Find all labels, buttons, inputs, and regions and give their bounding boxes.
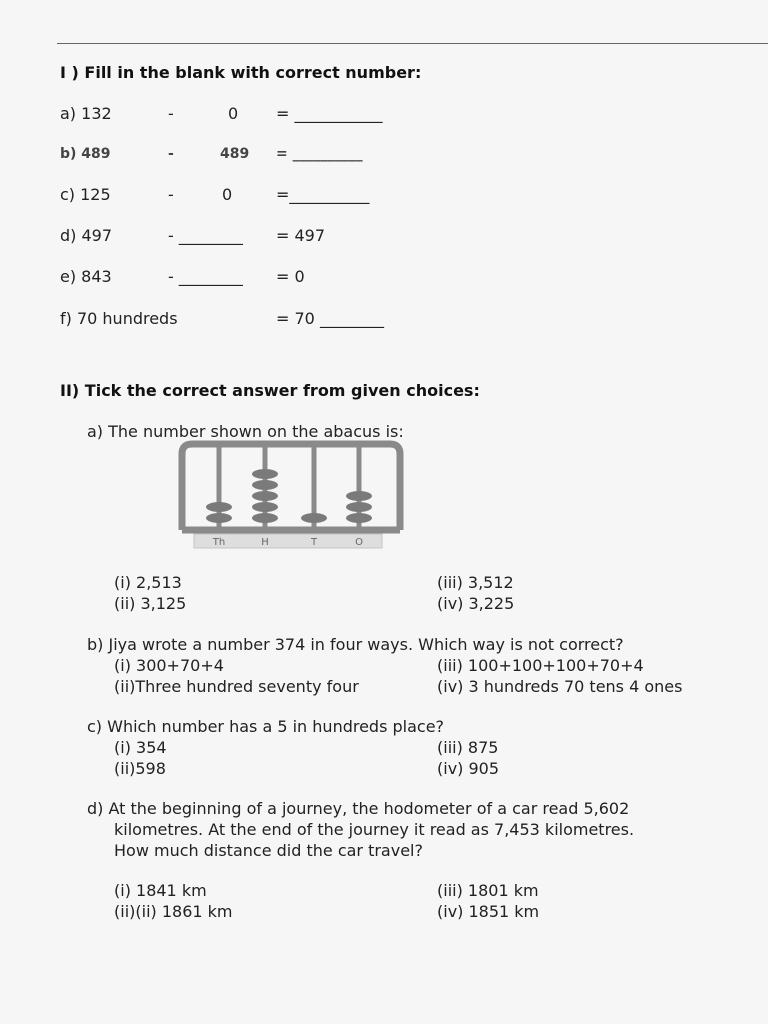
abacus-bead-h [252,469,278,479]
option-d-iii[interactable]: (iii) 1801 km [437,881,539,900]
option-b-i[interactable]: (i) 300+70+4 [114,656,224,675]
option-c-ii[interactable]: (ii)598 [114,759,166,778]
option-a-i[interactable]: (i) 2,513 [114,573,182,592]
row-operator: - [168,185,174,204]
question-b: b) Jiya wrote a number 374 in four ways. Which way is not correct? [87,635,624,654]
row-result: = 0 [276,267,305,286]
row-operator: - [168,146,174,162]
option-a-ii[interactable]: (ii) 3,125 [114,594,187,613]
abacus-bead-o [346,491,372,501]
row-result: = ___________ [276,104,383,123]
abacus-bead-h [252,491,278,501]
abacus-bead-h [252,502,278,512]
row-operator: - ________ [168,267,243,286]
abacus-label-t: T [310,537,318,548]
question-d-line2: kilometres. At the end of the journey it read as 7,453 kilometres. [114,820,635,839]
abacus-bead-th [206,513,232,523]
row-label: e) 843 [60,267,112,286]
option-d-i[interactable]: (i) 1841 km [114,881,207,900]
abacus-label-th: Th [212,537,226,548]
row-result: = __________ [276,146,363,162]
abacus-bead-t [301,513,327,523]
row-label: d) 497 [60,226,113,245]
top-rule [57,43,768,44]
question-d-line1: d) At the beginning of a journey, the hodometer of a car read 5,602 [87,799,630,818]
option-a-iii[interactable]: (iii) 3,512 [437,573,514,592]
abacus-beads [206,469,372,523]
row-operand: 0 [228,104,239,123]
abacus-bead-o [346,502,372,512]
row-result: = 70 ________ [276,309,384,328]
option-b-ii[interactable]: (ii)Three hundred seventy four [114,677,359,696]
option-b-iv[interactable]: (iv) 3 hundreds 70 tens 4 ones [437,677,683,696]
option-c-iii[interactable]: (iii) 875 [437,738,499,757]
option-c-i[interactable]: (i) 354 [114,738,167,757]
section1-heading: I ) Fill in the blank with correct number: [60,63,422,82]
option-d-iv[interactable]: (iv) 1851 km [437,902,540,921]
row-operator: - ________ [168,226,243,245]
row-label: a) 132 [60,104,112,123]
abacus-bead-h [252,480,278,490]
question-d-line3: How much distance did the car travel? [114,841,423,860]
question-a: a) The number shown on the abacus is: [87,422,404,441]
abacus-illustration [176,440,408,552]
question-c: c) Which number has a 5 in hundreds place? [87,717,445,736]
abacus-label-h: H [261,537,269,548]
section2-heading: II) Tick the correct answer from given choices: [60,381,480,400]
abacus-bead-h [252,513,278,523]
option-c-iv[interactable]: (iv) 905 [437,759,500,778]
abacus-bead-o [346,513,372,523]
option-b-iii[interactable]: (iii) 100+100+100+70+4 [437,656,644,675]
row-operator: - [168,104,174,123]
abacus-bead-th [206,502,232,512]
option-d-ii[interactable]: (ii)(ii) 1861 km [114,902,233,921]
row-result: = 497 [276,226,326,245]
row-label: c) 125 [60,185,111,204]
row-operand: 489 [220,146,250,162]
row-label: b) 489 [60,146,111,162]
abacus-label-o: O [355,537,363,548]
option-a-iv[interactable]: (iv) 3,225 [437,594,515,613]
row-operand: 0 [222,185,233,204]
row-label: f) 70 hundreds [60,309,178,328]
row-result: =__________ [276,185,370,204]
